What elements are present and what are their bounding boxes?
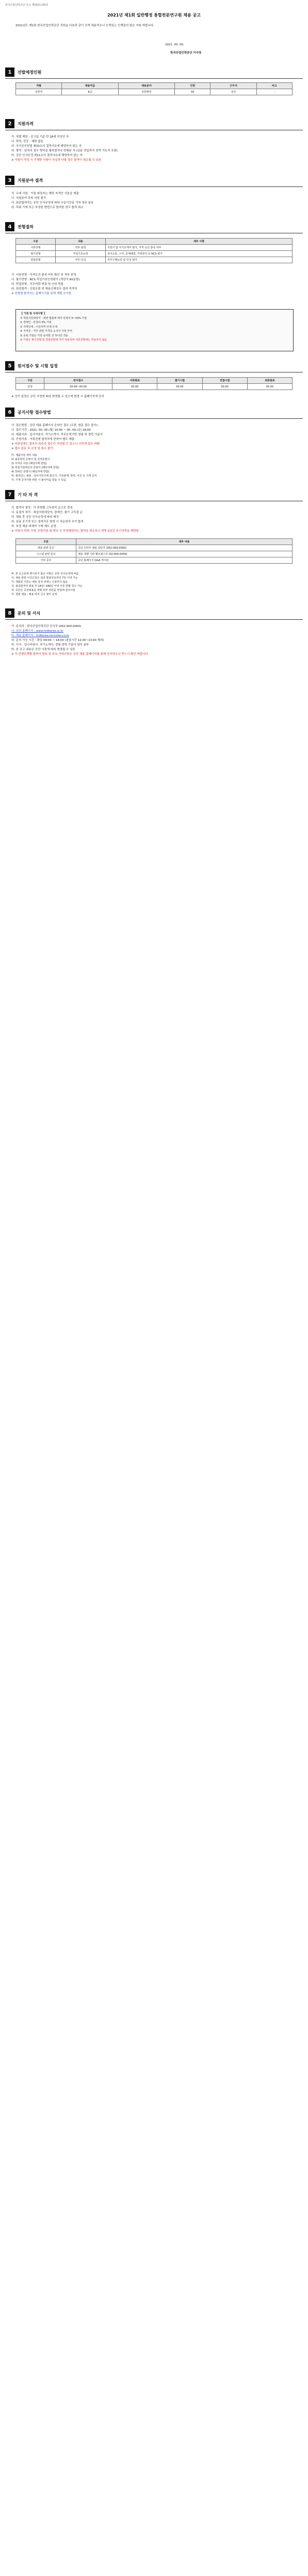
table-cell: 의사소통, 수리, 문제해결, 자원관리 등 NCS 평가 (106, 251, 293, 257)
table-header: 원서접수 (44, 378, 112, 384)
notice-date: 2021. 00. 00. (165, 43, 184, 46)
documents-list (11, 453, 298, 482)
list-item: 2) 자격증 사본 (해당자에 한함) (11, 462, 47, 465)
list-item: ④ 자격증 : 직무 관련 자격증 소지자 가점 부여 (20, 330, 72, 333)
disqualification-list (11, 192, 298, 210)
list-item: 가. 합격자 결정 : 각 전형별 고득점자 순으로 결정 (11, 506, 73, 510)
table-cell: 시스템 관련 문의 (16, 551, 76, 557)
table-header: 채용분야 (118, 83, 174, 89)
list-item: 다. 최종합격자는 공단 인사규정에 따라 수습기간을 거쳐 정규 임용 (11, 201, 94, 205)
table-header: 세부 내용 (76, 539, 293, 545)
table-cell: 면접전형 (16, 257, 56, 263)
list-item: 마. 공단 인사규정 제11조의 결격사유에 해당하지 않는 자 (11, 154, 83, 157)
table-cell: 적부 판정 (56, 245, 106, 251)
section-2-header (5, 118, 34, 129)
list-item: 3) 취업지원대상자 증명서 (해당자에 한함) (11, 466, 59, 469)
table-cell: 00.00~00.00 (44, 384, 112, 390)
table-header-row (16, 83, 293, 89)
section-title: 기 타 자 격 (18, 492, 38, 497)
table-header: 구분 (16, 539, 76, 545)
table-row (16, 545, 293, 551)
table-cell: 서류전형 (16, 245, 56, 251)
table-header: 인원 (175, 83, 210, 89)
contact-info-list (11, 624, 298, 657)
section-number: 3 (5, 176, 14, 185)
list-item: ③ 지역인재 : 이전지역 인재 우대 (20, 325, 58, 329)
table-cell: 직무·인성 (56, 257, 106, 263)
box-title: 【 가점 및 우대사항 】 (20, 312, 46, 315)
list-item: 1) 최종학력 증명서 및 성적증명서 (11, 458, 50, 461)
table-cell: - (256, 89, 292, 95)
table-cell: 직무수행능력 및 인성 평가 (106, 257, 293, 263)
section-number: 4 (5, 222, 14, 231)
table-row (16, 551, 293, 557)
list-item: 나. 접수기간 : 2021. 00. 00.(월) 10:00 ~ 00. 00.(금) 18:00 (11, 429, 91, 432)
notice-title: 2021년 제1회 일반행정 통합전문연구원 채용 공고 (107, 13, 201, 18)
table-row (16, 251, 293, 257)
warning-note: ※ 가점은 필기전형 및 면접전형에 각각 적용하며 서류전형에는 적용하지 않음 (20, 338, 107, 342)
list-item: 가. 우대 사항 : 가점 대상자는 해당 자격증 사본을 제출 (11, 192, 79, 195)
section-title: 원서접수 및 시험 일정 (18, 363, 58, 368)
section-5-header (5, 361, 58, 371)
table-header-row (16, 539, 293, 545)
table-row (16, 89, 293, 95)
list-item: 라. 임용 포기자 또는 결격사유 발생 시 차순위자 추가 합격 (11, 520, 84, 523)
bonus-points-box (15, 309, 294, 351)
table-cell: 00.00 (247, 384, 292, 390)
section-8-header (5, 608, 40, 618)
section-6-header (5, 407, 51, 417)
list-item: ② 장애인 : 만점의 5% 가점 (20, 321, 52, 324)
list-item: ⑤ 중복 가점은 가장 유리한 것 하나만 적용 (20, 334, 68, 337)
table-cell: 일반행정 (118, 89, 174, 95)
section-number: 7 (5, 490, 14, 499)
section-number: 1 (5, 67, 14, 77)
table-header: 직렬 (16, 83, 62, 89)
list-item: 차. 공단은 공정채용을 위해 외부 위원을 면접에 참여시킴 (11, 589, 75, 592)
table-cell: 00 (175, 89, 210, 95)
table-header: 최종발표 (247, 378, 292, 384)
table-row (16, 557, 293, 564)
list-item: 마. 부정 채용 피해자 구제 제도 운영 (11, 525, 56, 528)
table-cell: 공단 인사부 채용 담당자 (052-000-0000) (76, 545, 293, 551)
table-header: 구분 (16, 239, 56, 245)
list-item: 자. 최종합격자 발표 후 14일~180일 이내 서류 반환 청구 가능 (11, 585, 83, 588)
table-cell: 직업기초능력 (56, 251, 106, 257)
section-title: 전형절차 (18, 224, 34, 229)
list-item: 사. 채용 관련 이의신청은 최종 발표일로부터 7일 이내 가능 (11, 577, 78, 580)
section-number: 8 (5, 608, 14, 618)
notice-header-note: 한국산업인력공단 공고 제2021-OO호 (5, 4, 48, 7)
list-item: 다. 면접전형 : 직무역량 면접 및 인성 면접 (11, 283, 63, 286)
schedule-note: ※ 상기 일정은 공단 사정에 따라 변경될 수 있으며 변경 시 홈페이지에 공지 (11, 395, 104, 398)
divider (5, 78, 303, 79)
section-number: 5 (5, 361, 14, 370)
table-cell: 00.00 (157, 384, 202, 390)
section-3-header (5, 175, 43, 185)
list-item: 가. 접수방법 : 공단 채용 홈페이지 온라인 접수 (우편, 방문 접수 불가) (11, 424, 98, 427)
info-note: ※ 전형별 합격자는 홈페이지를 통해 개별 공지함 (11, 292, 72, 295)
table-cell: 00.00 (202, 384, 247, 390)
table-cell: 일반직 (16, 89, 62, 95)
recruit-site-link[interactable]: 다. 채용 홈페이지 : hrdkorea.recruiter.co.kr (11, 634, 70, 637)
table-header: 필기시험 (157, 378, 202, 384)
warning-note: ※ 접수 완료 후 수정 및 취소 불가 (11, 447, 53, 450)
table-row (16, 245, 293, 251)
table-header-row (16, 239, 293, 245)
list-item: 마. 제출서류 세부 내용 (11, 454, 37, 457)
list-item: 마. 서식 : 입사지원서, 자기소개서, 경험·경력 기술서 양식 첨부 (11, 643, 89, 647)
list-item: 카. 청렴 채용 : 채용 비리 신고 센터 운영 (11, 593, 57, 596)
table-cell: 기타 문의 (16, 557, 76, 564)
eligibility-list (11, 135, 298, 163)
list-item: 다. 국가공무원법 제33조의 결격사유에 해당하지 않는 자 (11, 145, 82, 148)
section-title: 공지사항 접수방법 (18, 410, 51, 415)
list-item: 라. 최종합격 : 신원조회 및 채용신체검사 결과 적격자 (11, 287, 77, 291)
table-cell: 전국 (210, 89, 256, 95)
table-cell: 6급 (62, 89, 118, 95)
section-title: 선발예정인원 (18, 70, 42, 75)
list-item: 가. 서류전형 : 자격요건 충족 여부 확인 및 적부 판정 (11, 274, 76, 277)
section-7-header (5, 489, 38, 500)
list-item: 라. 증빙서류 : 서류전형 합격자에 한하여 별도 제출 (11, 438, 75, 441)
notice-org: 한국산업인력공단 이사장 (170, 52, 202, 55)
other-info-list-2 (11, 572, 298, 597)
table-header: 구분 (16, 378, 44, 384)
list-item: 바. 블라인드 채용 : 입사지원서에 출신지, 가족관계, 학력, 사진 등 기재 금지 (11, 474, 97, 478)
divider (5, 418, 303, 419)
warning-note: ※ 지원서 작성 시 기재한 사항이 사실과 다를 경우 합격이 취소될 수 있음 (11, 159, 102, 162)
list-item: 라. 병역 : 남자의 경우 병역을 필하였거나 면제된 자 (임용 전일까지 전역 가능자 포함) (11, 149, 118, 152)
list-item: 4) 장애인 증명서 (해당자에 한함) (11, 470, 50, 473)
table-header: 근무지 (210, 83, 256, 89)
list-item: 나. 지원분야 중복 지원 불가 (11, 197, 46, 200)
table-cell: 지원서 및 자기소개서 평가, 자격 요건 충족 여부 (106, 245, 293, 251)
table-header: 면접시험 (202, 378, 247, 384)
table-cell: 채용 대행 기관 헬프데스크 (02-000-0000) (76, 551, 293, 557)
homepage-link[interactable]: 나. 공단 홈페이지 : www.hrdkorea.or.kr (11, 630, 63, 633)
list-item: 바. 본 공고문에 명시되지 않은 사항은 공단 인사규정에 따름 (11, 572, 79, 575)
list-item: 아. 제출된 서류는 채용 목적 외에는 사용하지 않음 (11, 581, 68, 584)
list-item: 라. 문의 가능 시간 : 평일 09:00 ~ 18:00 (점심시간 12:00~13:00 제외) (11, 639, 104, 642)
list-item: 바. 본 공고 내용은 공단 사정에 따라 변경될 수 있음 (11, 648, 75, 651)
selection-process-table (15, 238, 293, 263)
table-header-row (16, 378, 293, 384)
table-header: 비고 (256, 83, 292, 89)
notice-intro: 2021년도 제1회 한국산업인력공단 직원을 다음과 같이 공개 채용하오니 능력있는 인재들의 많은 지원 바랍니다. (15, 24, 154, 27)
table-header: 채용직급 (62, 83, 118, 89)
list-item: 가. 문의처 : 한국산업인력공단 인사부 (052-000-0000) (11, 625, 82, 628)
positions-table (15, 82, 293, 95)
section-4-header (5, 222, 34, 232)
schedule-table (15, 377, 293, 390)
table-cell: 필기전형 (16, 251, 56, 257)
table-cell: 공단 홈페이지 Q&A 게시판 (76, 557, 293, 564)
section-number: 2 (5, 119, 14, 128)
list-item: 가. 성별 제한 : 공고일 기준 만 18세 이상인 자 (11, 135, 69, 139)
section-1-header (5, 67, 41, 77)
table-header: 서류발표 (112, 378, 157, 384)
table-cell: 00.00 (112, 384, 157, 390)
list-item: 사. 기재 금지사항 위반 시 불이익을 받을 수 있음 (11, 479, 67, 482)
section-title: 지원자격 (18, 121, 34, 126)
warning-note: ※ 각 전형단계별 합격자 발표 및 주요 안내사항은 공단 채용 홈페이지를 통해 공지하오니 반드시 확인 바랍니다. (11, 653, 149, 656)
list-item: 다. 채용 후 공단 인사규정에 따라 배치 (11, 516, 59, 519)
list-item: 나. 필기전형 : NCS 직업기초능력평가 (객관식 60문항) (11, 278, 80, 281)
list-item: 라. 허위 기재 또는 부정한 방법으로 합격한 경우 합격 취소 (11, 206, 84, 209)
list-item: 나. 학력, 전공 : 제한 없음 (11, 140, 43, 143)
list-item: 나. 동점자 처리 : 취업지원대상자, 장애인, 필기 고득점 순 (11, 511, 83, 514)
other-info-list (11, 506, 298, 534)
list-item: 다. 제출서류 : 입사지원서, 자기소개서, 직무능력기반 경험 및 경력 기술서 (11, 433, 103, 436)
warning-note: ※ 마감일에는 접속자 폭주로 접수가 지연될 수 있으니 사전에 접수 바람 (11, 443, 100, 446)
table-header: 내용 (56, 239, 106, 245)
table-row (16, 384, 293, 390)
list-item: ① 취업지원대상자 : 관련 법률에 따라 만점의 5~10% 가점 (20, 316, 87, 320)
warning-note: ※ 지원서 허위 기재, 증빙서류 위·변조 등 부정행위자는 합격을 취소하고 향후 5년간 응시자격을 제한함 (11, 530, 139, 533)
table-row (16, 257, 293, 263)
table-cell: 채용 관련 문의 (16, 545, 76, 551)
section-title: 문의 및 서식 (18, 611, 41, 616)
contact-table (15, 538, 293, 564)
section-title: 지원분야 결격 (18, 178, 43, 183)
section-number: 6 (5, 408, 14, 417)
application-method-list (11, 423, 298, 451)
table-header: 세부 사항 (106, 239, 293, 245)
process-list (11, 273, 298, 296)
divider (5, 619, 303, 620)
table-cell: 일정 (16, 384, 44, 390)
